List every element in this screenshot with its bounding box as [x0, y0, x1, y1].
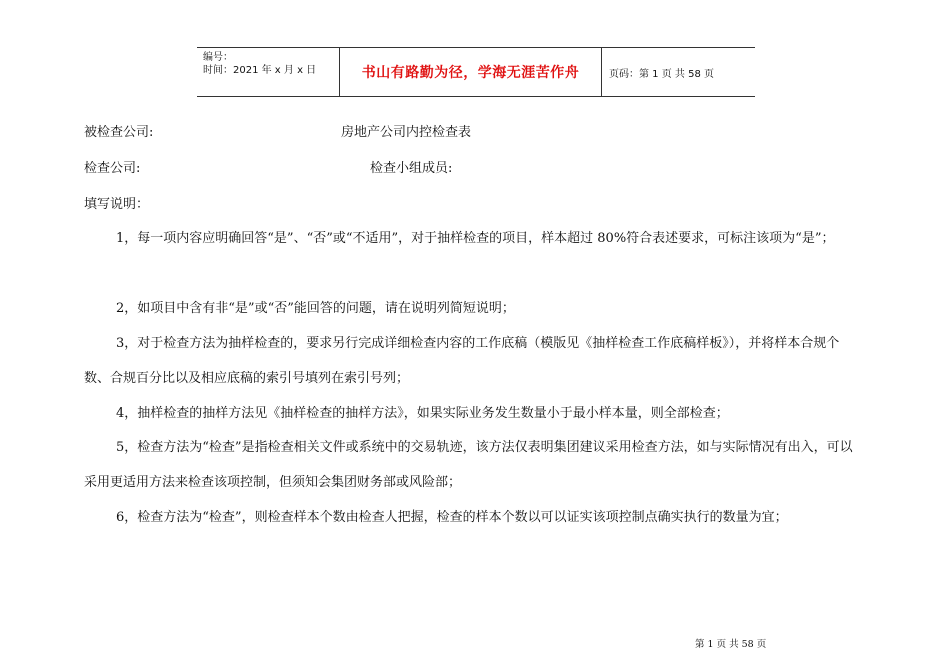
instruction-item: 6，检查方法为“检查”，则检查样本个数由检查人把握，检查的样本个数以可以证实该项控制点确实执行的数量为宜；	[116, 510, 788, 525]
number-label: 编号：	[203, 52, 233, 63]
header-page-info: 页码：第 1 页 共 58 页	[609, 68, 714, 80]
instruction-item: 3，对于检查方法为抽样检查的，要求另行完成详细检查内容的工作底稿（模版见《抽样检查工作底稿样板》），并将样本合规个数、合规百分比以及相应底稿的索引号填列在索引号列；	[84, 336, 840, 386]
instruction-item: 5，检查方法为“检查”是指检查相关文件或系统中的交易轨迹，该方法仅表明集团建议采用检查方法，如与实际情况有出入，可以采用更适用方法来检查该项控制，但须知会集团财务部或风险部；	[84, 440, 853, 490]
time-label: 时间：2021 年 x 月 x 日	[203, 65, 317, 76]
instructions-heading: 填写说明：	[84, 197, 150, 212]
instruction-item: 1，每一项内容应明确回答“是”、“否”或“不适用”，对于抽样检查的项目，样本超过 80%符合表述要求，可标注该项为“是”；	[116, 231, 835, 246]
team-members-label: 检查小组成员:	[370, 161, 453, 176]
inspecting-company-label: 检查公司:	[84, 161, 141, 176]
page-header	[197, 47, 755, 97]
page-footer: 第 1 页 共 58 页	[695, 639, 767, 650]
inspected-company-label: 被检查公司:	[84, 125, 154, 140]
instruction-item: 4，抽样检查的抽样方法见《抽样检查的抽样方法》，如果实际业务发生数量小于最小样本量，则全部检查；	[116, 406, 729, 421]
instruction-item: 2，如项目中含有非“是”或“否”能回答的问题，请在说明列简短说明；	[116, 301, 515, 316]
header-motto: 书山有路勤为径，学海无涯苦作舟	[340, 48, 602, 96]
header-meta	[197, 48, 340, 96]
form-title: 房地产公司内控检查表	[341, 125, 472, 140]
